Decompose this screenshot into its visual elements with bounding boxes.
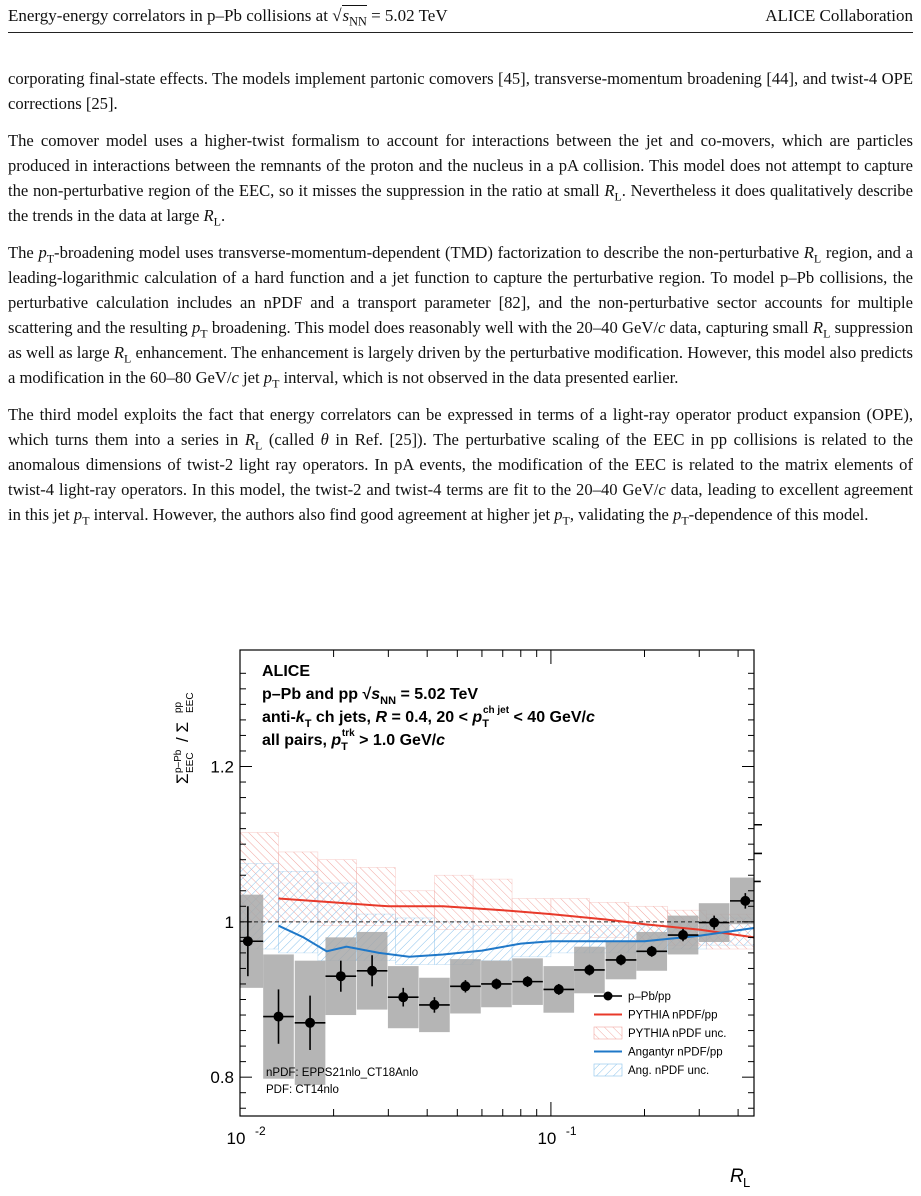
legend-label: PYTHIA nPDF unc.	[628, 1028, 727, 1040]
data-point	[647, 946, 657, 956]
x-tick-exponent: -2	[255, 1124, 266, 1138]
angantyr-unc-band	[473, 926, 512, 961]
x-tick-label: 10	[226, 1129, 246, 1148]
data-point	[740, 896, 750, 906]
data-point	[274, 1012, 284, 1022]
x-axis-label: R	[730, 1166, 744, 1187]
data-point	[429, 1000, 439, 1010]
data-point	[678, 930, 688, 940]
figure-eec-ratio	[162, 636, 762, 1191]
pdf-note: PDF: CT14nlo	[266, 1084, 339, 1096]
running-header	[8, 2, 913, 33]
collaboration-name: ALICE Collaboration	[765, 6, 913, 25]
data-point	[367, 966, 377, 976]
data-point	[616, 955, 626, 965]
y-axis-label	[173, 692, 196, 784]
data-point	[398, 992, 408, 1002]
x-axis-label-sub: L	[743, 1175, 751, 1190]
pdf-note: nPDF: EPPS21nlo_CT18Anlo	[266, 1067, 419, 1079]
svg-text:EEC: EEC	[185, 692, 196, 713]
y-tick-label: 0.8	[210, 1068, 234, 1088]
y-tick-label: 1.2	[210, 757, 234, 777]
paragraph: corporating final-state effects. The models implement partonic comovers [45], transverse-momentum broadening [44], and twist-4 OPE corrections [25].	[8, 69, 913, 113]
paragraph: The comover model uses a higher-twist formalism to account for interactions between the jet and co-movers, which are particles produced in interactions between the remnants of the proton and the nucleus in a pA collision. This model does not attempt to capture the non-perturbative region of the EEC, so it misses the suppression in the ratio at small $R_L$. Nevertheless it does qualitatively describe the trends in the data at large $R_L$.	[8, 131, 913, 229]
x-tick-label: 10	[537, 1129, 557, 1148]
angantyr-unc-band	[395, 918, 434, 965]
alice-label: ALICE	[262, 663, 310, 680]
data-point	[491, 979, 501, 989]
y-tick-label: 1	[224, 912, 234, 932]
eec-ratio-chart	[162, 636, 762, 1191]
data-point	[709, 918, 719, 928]
svg-text:/ Σ: / Σ	[173, 722, 192, 742]
legend-label: p–Pb/pp	[628, 991, 671, 1003]
collision-label: p–Pb and pp $√s_{NN} = 5.02$ TeV	[262, 686, 479, 707]
legend-marker	[604, 992, 613, 1001]
svg-text:pp: pp	[173, 701, 184, 713]
jet-selection-label: anti-$k_T$ ch jets, R = 0.4, $20 < p_Tch$ jet < 40 GeV/c	[262, 705, 595, 730]
paragraph: The $p_T$-broadening model uses transverse-momentum-dependent (TMD) factorization to describe the non-perturbative $R_L$ region, and a leading-logarithmic calculation of a hard function and a jet function to capture the perturbative region. To model p–Pb collisions, the perturbative calculation includes an nPDF and a transport parameter [82], and the non-perturbative sector accounts for multiple scattering and the resulting $p_T$ broadening. This model does reasonably well with the 20–40 GeV/c data, capturing small $R_L$ suppression as well as large $R_L$ enhancement. The enhancement is largely driven by the perturbative modification. However, this model also predicts a modification in the 60–80 GeV/c jet $p_T$ interval, which is not observed in the data presented earlier.	[8, 243, 914, 391]
legend-label: Angantyr nPDF/pp	[628, 1046, 723, 1059]
legend-label: PYTHIA nPDF/pp	[628, 1009, 718, 1022]
track-selection-label: all pairs, $p_Ttrk > 1.0$ GeV/c	[262, 728, 445, 753]
angantyr-unc-band	[434, 922, 473, 965]
data-point	[460, 981, 470, 991]
legend-label: Ang. nPDF unc.	[628, 1065, 710, 1077]
data-point	[584, 965, 594, 975]
legend-hatch	[594, 1027, 622, 1039]
svg-text:p–Pb: p–Pb	[173, 749, 184, 773]
legend-hatch	[594, 1064, 622, 1076]
running-title: Energy-energy correlators in p–Pb collisions at $√s_{NN} = 5.02$ TeV	[8, 6, 448, 29]
paragraph: The third model exploits the fact that energy correlators can be expressed in terms of a light-ray operator product expansion (OPE), which turns them into a series in $R_L$ (called θ in Ref. [25]). The perturbative scaling of the EEC in pp collisions is related to the anomalous dimensions of twist-2 light ray operators. In pA events, the modification of the EEC is related to the matrix elements of twist-4 light-ray operators. In this model, the twist-2 and twist-4 terms are fit to the 20–40 GeV/c data, leading to excellent agreement in this jet $p_T$ interval. However, the authors also find good agreement at higher jet $p_T$, validating the $p_T$-dependence of this model.	[8, 405, 914, 528]
svg-text:EEC: EEC	[185, 752, 196, 773]
data-point	[554, 984, 564, 994]
x-tick-exponent: -1	[565, 1124, 577, 1138]
data-point	[523, 977, 533, 987]
data-point	[336, 971, 346, 981]
svg-text:Σ: Σ	[173, 773, 192, 784]
data-point	[305, 1018, 315, 1028]
angantyr-unc-band	[279, 871, 318, 953]
body-text	[8, 66, 913, 539]
